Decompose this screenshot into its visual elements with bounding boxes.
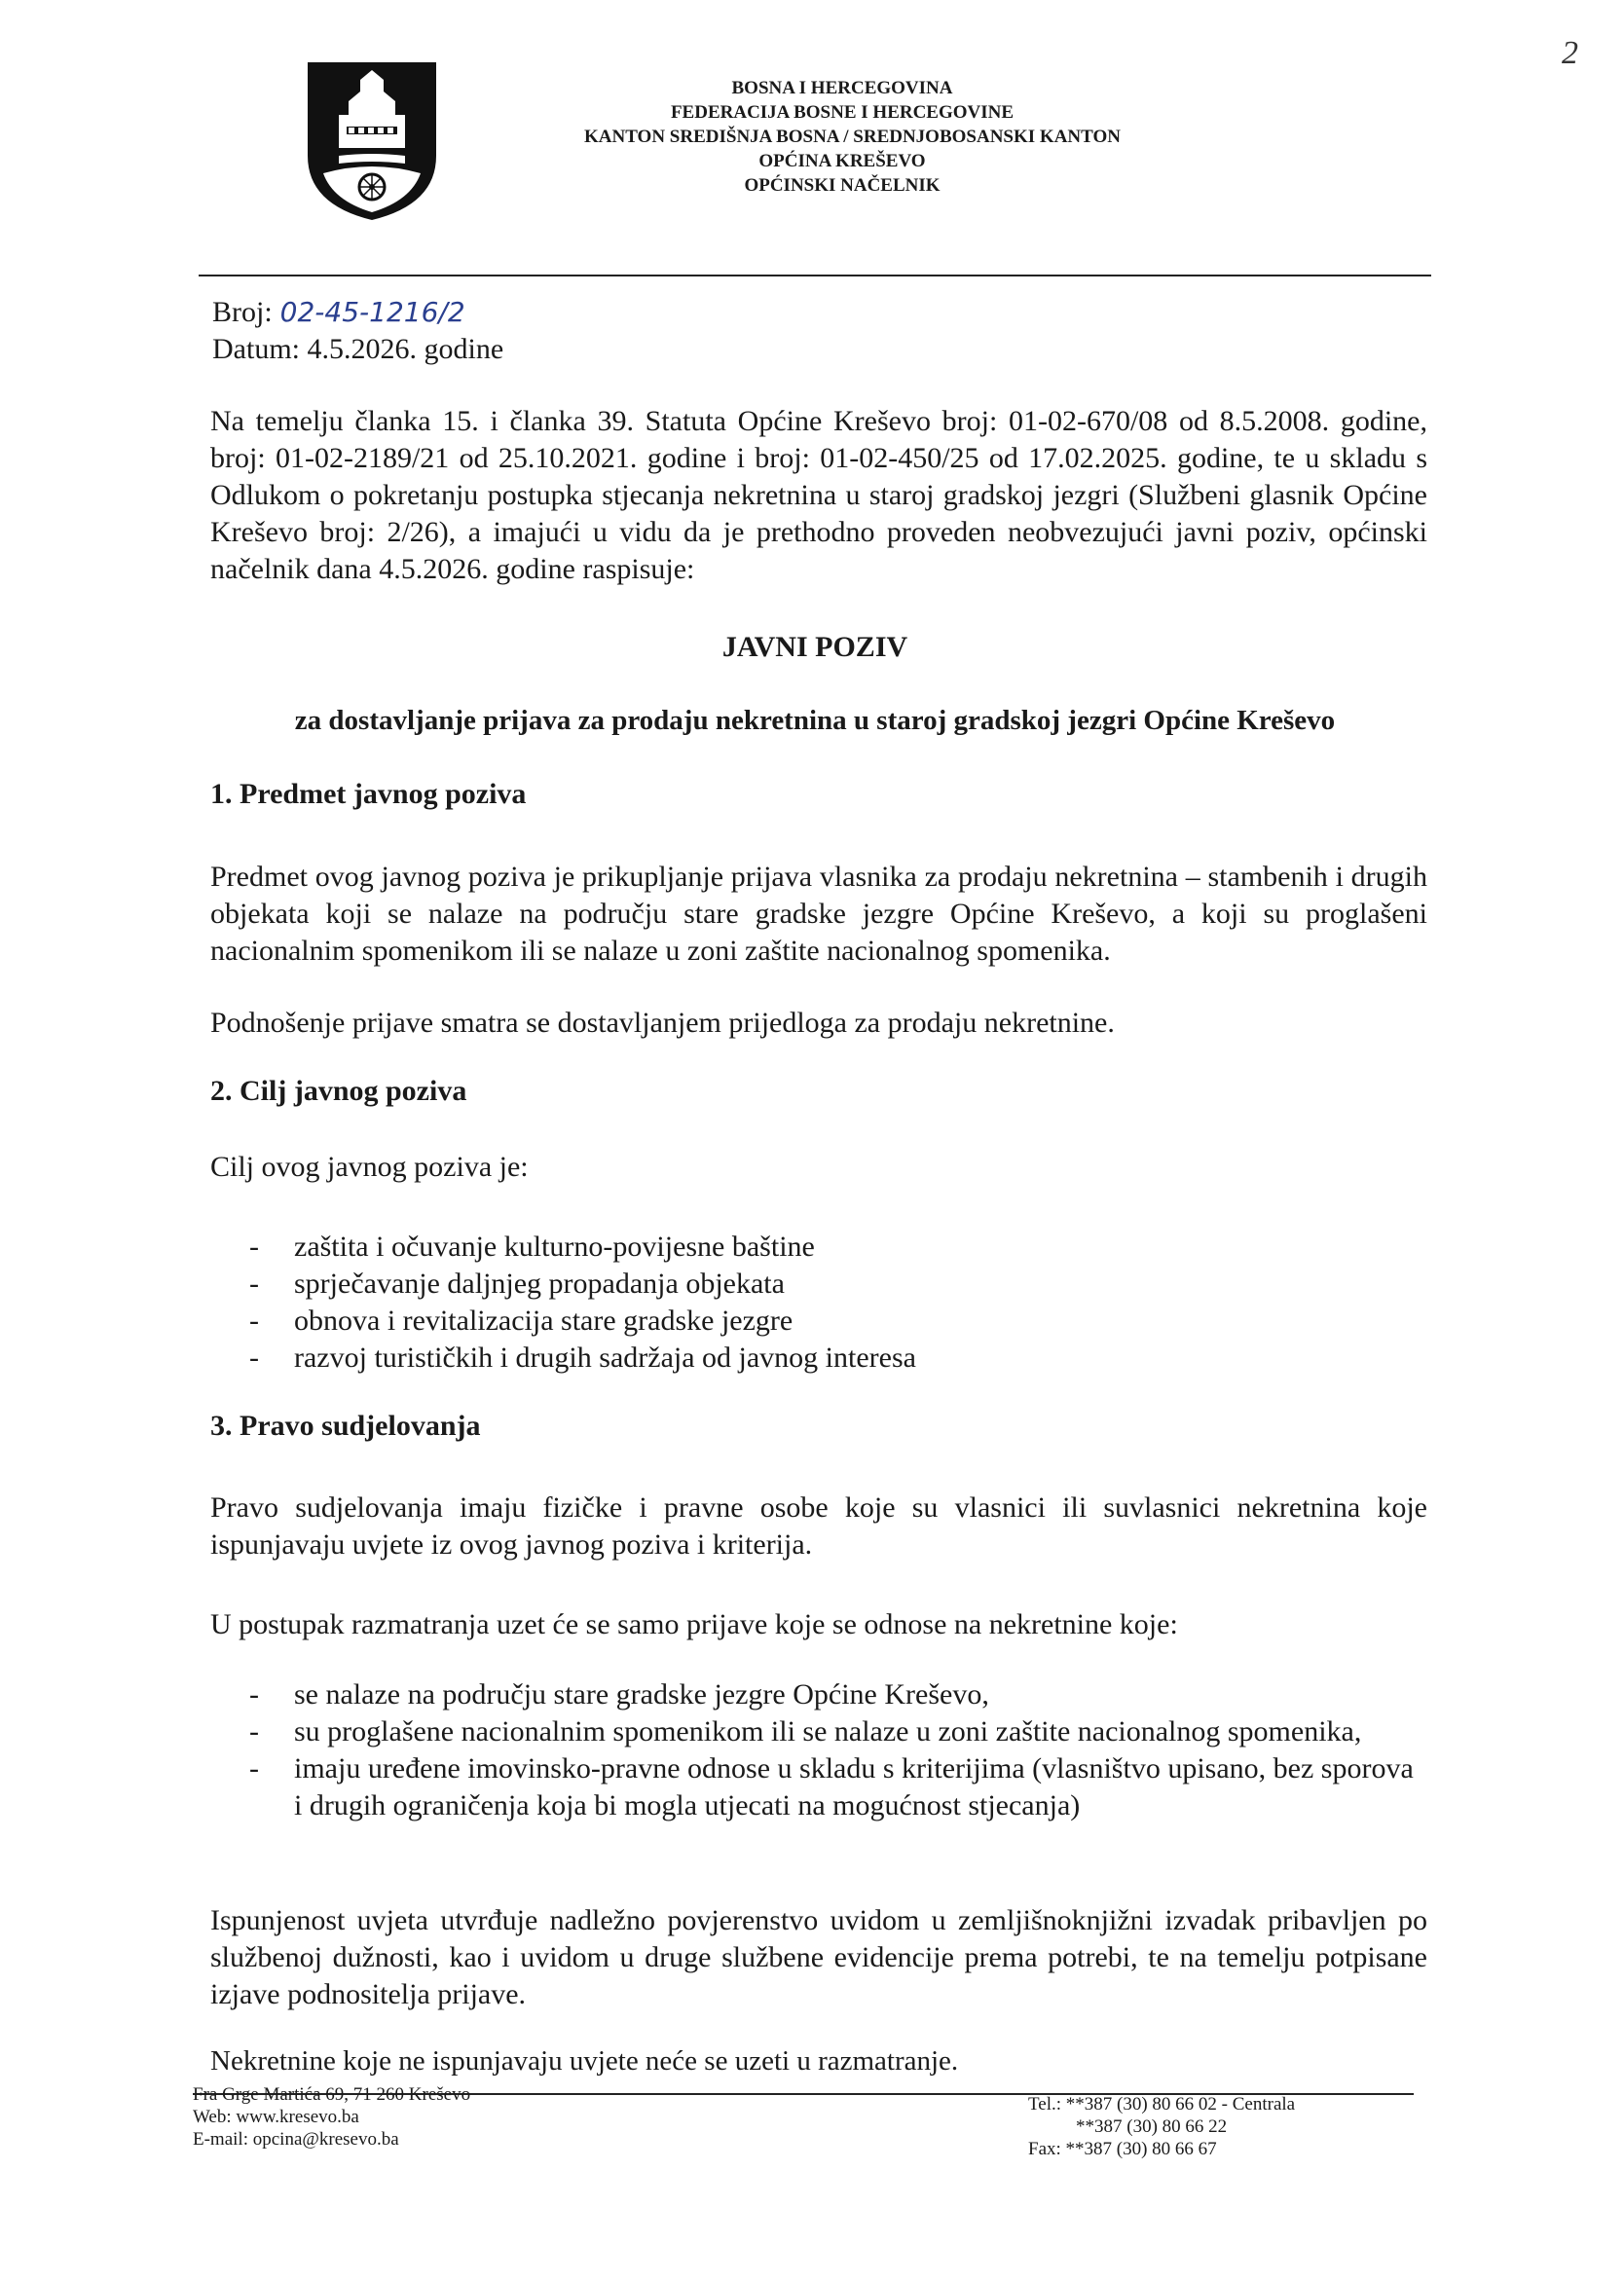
list-item: - razvoj turističkih i drugih sadržaja od javnog interesa [249, 1340, 1427, 1377]
section-2-intro: Cilj ovog javnog poziva je: [210, 1151, 529, 1183]
document-subtitle: za dostavljanje prijava za prodaju nekretnina u staroj gradskoj jezgri Općine Kreševo [294, 705, 1336, 736]
header-line-municipality: OPĆINA KREŠEVO [758, 151, 926, 171]
section-2-heading: 2. Cilj javnog poziva [210, 1075, 467, 1107]
reference-handwritten-value: 02-45-1216/2 [279, 296, 465, 328]
section-1-paragraph: Predmet ovog javnog poziva je prikupljanje prijava vlasnika za prodaju nekretnina – stambenih i drugih objekata koji se nalaze na području stare gradske jezgre Općine Kreševo, a koji su proglašeni nacionalnim spomenikom ili se nalaze u zoni zaštite nacionalnog spomenika. [210, 861, 1427, 967]
header-line-mayor: OPĆINSKI NAČELNIK [744, 175, 941, 196]
section-1-note: Podnošenje prijave smatra se dostavljanjem prijedloga za prodaju nekretnine. [210, 1007, 1115, 1039]
header-line-country: BOSNA I HERCEGOVINA [731, 78, 953, 98]
header-divider [199, 275, 1431, 276]
list-item: - zaštita i očuvanje kulturno-povijesne baštine [249, 1229, 1427, 1266]
page-number: 2 [1562, 35, 1578, 71]
document-meta [212, 294, 503, 368]
footer-phones [1028, 2093, 1295, 2160]
list-item: - imaju uređene imovinsko-pravne odnose u skladu s kriterijima (vlasništvo upisano, bez sporova i drugih ograničenja koja bi mogla utjecati na mogućnost stjecanja) [249, 1750, 1427, 1824]
list-item: - obnova i revitalizacija stare gradske jezgre [249, 1303, 1427, 1340]
footer-address: Fra Grge Martića 69, 71 260 Kreševo [193, 2084, 471, 2105]
document-header [584, 76, 1121, 198]
section-3-paragraph: Pravo sudjelovanja imaju fizičke i pravne osobe koje su vlasnici ili suvlasnici nekretnina koje ispunjavaju uvjete iz ovog javnog poziva i kriterija. [210, 1491, 1427, 1561]
document-date: Datum: 4.5.2026. godine [212, 333, 504, 365]
list-item: - sprječavanje daljnjeg propadanja objekata [249, 1266, 1427, 1303]
document-title: JAVNI POZIV [721, 631, 908, 663]
footer-tel-central: Tel.: **387 (30) 80 66 02 - Centrala [1028, 2094, 1296, 2115]
municipal-coat-of-arms-icon [304, 58, 440, 224]
footer-web: Web: www.kresevo.ba [193, 2107, 359, 2127]
goals-list [249, 1229, 1427, 1377]
reference-number [212, 294, 503, 331]
section-3-verification: Ispunjenost uvjeta utvrđuje nadležno povjerenstvo uvidom u zemljišnoknjižni izvadak pribavljen po službenoj dužnosti, kao i uvidom u druge službene evidencije prema potrebi, te na temelju potpisane izjave podnositelja prijave. [210, 1904, 1427, 2010]
section-3-exclusion: Nekretnine koje ne ispunjavaju uvjete neće se uzeti u razmatranje. [210, 2045, 959, 2077]
footer-tel-second: **387 (30) 80 66 22 [1076, 2116, 1228, 2137]
section-3-heading: 3. Pravo sudjelovanja [210, 1410, 481, 1442]
header-line-federation: FEDERACIJA BOSNE I HERCEGOVINE [670, 102, 1015, 123]
footer-email: E-mail: opcina@kresevo.ba [193, 2129, 399, 2150]
criteria-list [249, 1676, 1427, 1824]
list-item: - se nalaze na području stare gradske jezgre Općine Kreševo, [249, 1676, 1427, 1713]
intro-paragraph: Na temelju članka 15. i članka 39. Statuta Općine Kreševo broj: 01-02-670/08 od 8.5.2008. godine, broj: 01-02-2189/21 od 25.10.2021. godine i broj: 01-02-450/25 od 17.02.2025. godine, te u skladu s Odlukom o pokretanju postupka stjecanja nekretnina u staroj gradskoj jezgri (Službeni glasnik Općine Kreševo broj: 2/26), a imajući u vidu da je prethodno proveden neobvezujući javni poziv, općinski načelnik dana 4.5.2026. godine raspisuje: [210, 405, 1427, 585]
section-1-heading: 1. Predmet javnog poziva [210, 778, 527, 810]
footer-fax: Fax: **387 (30) 80 66 67 [1028, 2139, 1217, 2159]
reference-label: Broj: [212, 296, 273, 328]
footer-contact [193, 2083, 470, 2151]
list-item: - su proglašene nacionalnim spomenikom ili se nalaze u zoni zaštite nacionalnog spomenika, [249, 1713, 1427, 1750]
section-3-criteria-intro: U postupak razmatranja uzet će se samo prijave koje se odnose na nekretnine koje: [210, 1608, 1178, 1640]
header-line-canton: KANTON SREDIŠNJA BOSNA / SREDNJOBOSANSKI KANTON [584, 127, 1121, 147]
